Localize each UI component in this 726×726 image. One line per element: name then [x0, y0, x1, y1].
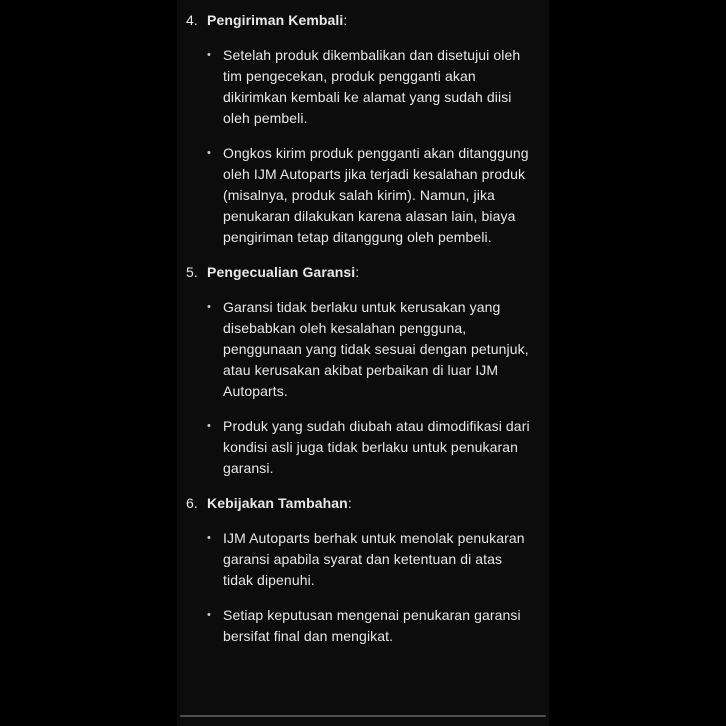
section-number: 5.	[186, 264, 198, 280]
section-number: 4.	[186, 12, 198, 28]
section-colon: :	[355, 264, 360, 280]
bullet-marker: •	[207, 49, 211, 61]
section-title: Pengiriman Kembali	[207, 12, 344, 28]
section-title-wrap	[207, 262, 359, 283]
section-colon: :	[343, 12, 348, 28]
bullet-text: Garansi tidak berlaku untuk kerusakan yang disebabkan oleh kesalahan pengguna, penggunaan yang tidak sesuai dengan petunjuk, atau kerusakan akibat perbaikan di luar IJM Autoparts.	[223, 299, 529, 399]
bottom-divider	[180, 715, 546, 717]
bullet-marker: •	[207, 420, 211, 432]
bullet-item	[207, 605, 535, 647]
section-title-wrap	[207, 493, 352, 514]
section-number: 6.	[186, 495, 198, 511]
bullet-marker: •	[207, 301, 211, 313]
section-colon: :	[347, 495, 352, 511]
bullet-item	[207, 416, 535, 479]
section-title: Pengecualian Garansi	[207, 264, 356, 280]
bullet-marker: •	[207, 147, 211, 159]
bullet-item	[207, 297, 535, 402]
bullet-marker: •	[207, 532, 211, 544]
bullet-marker: •	[207, 609, 211, 621]
section-title: Kebijakan Tambahan	[207, 495, 348, 511]
bullet-text: IJM Autoparts berhak untuk menolak penukaran garansi apabila syarat dan ketentuan di atas tidak dipenuhi.	[223, 530, 525, 588]
bullet-text: Produk yang sudah diubah atau dimodifikasi dari kondisi asli juga tidak berlaku untuk penukaran garansi.	[223, 418, 530, 476]
bullet-text: Ongkos kirim produk pengganti akan ditanggung oleh IJM Autoparts jika terjadi kesalahan produk (misalnya, produk salah kirim). Namun, jika penukaran dilakukan karena alasan lain, biaya pengiriman tetap ditanggung oleh pembeli.	[223, 145, 529, 245]
bullet-text: Setelah produk dikembalikan dan disetujui oleh tim pengecekan, produk pengganti akan dikirimkan kembali ke alamat yang sudah diisi oleh pembeli.	[223, 47, 521, 126]
policy-section-heading	[186, 493, 539, 514]
bullet-item	[207, 45, 535, 129]
bullet-text: Setiap keputusan mengenai penukaran garansi bersifat final dan mengikat.	[223, 607, 521, 644]
content-panel	[177, 0, 549, 726]
section-title-wrap	[207, 10, 347, 31]
bullet-item	[207, 143, 535, 248]
policy-section-heading	[186, 10, 539, 31]
bullet-item	[207, 528, 535, 591]
policy-section-heading	[186, 262, 539, 283]
